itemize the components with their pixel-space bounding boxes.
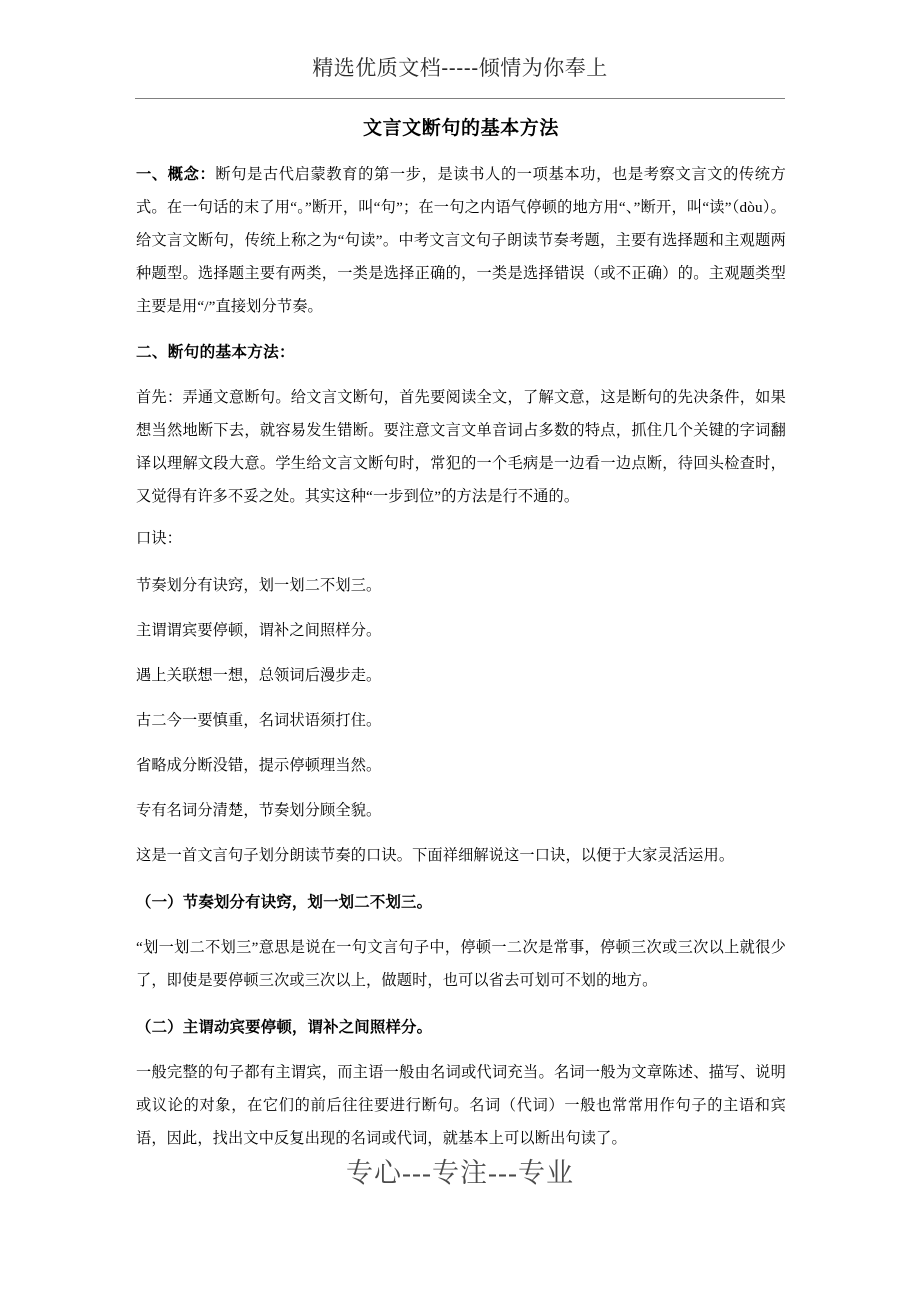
document-body [136, 112, 786, 1164]
mnemonic-line: 省略成分断没错，提示停顿理当然。 [136, 757, 382, 774]
mnemonic-line: 节奏划分有诀窍，划一划二不划三。 [136, 577, 382, 594]
concept-lead-label: 一、概念： [136, 166, 216, 183]
page-header [135, 54, 785, 84]
header-divider [135, 98, 785, 99]
mnemonic-line: 主谓谓宾要停顿，谓补之间照样分。 [136, 622, 382, 639]
mnemonic-label: 口诀： [136, 530, 183, 547]
document-title: 文言文断句的基本方法 [362, 118, 559, 139]
methods-section-heading: 二、断句的基本方法： [136, 344, 295, 361]
subsection-heading-one: （一）节奏划分有诀窍，划一划二不划三。 [136, 894, 433, 911]
mnemonic-line: 专有名词分清楚，节奏划分顾全貌。 [136, 802, 382, 819]
mnemonic-line: 遇上关联想一想，总领词后漫步走。 [136, 667, 382, 684]
mnemonic-line: 古二今一要慎重，名词状语须打住。 [136, 712, 382, 729]
subsection-heading-two: （二）主谓动宾要停顿，谓补之间照样分。 [136, 1019, 433, 1036]
mnemonic-note-paragraph: 这是一首文言句子划分朗读节奏的口诀。下面祥细解说这一口诀，以便于大家灵活运用。 [136, 847, 735, 864]
footer-slogan-text: 专心---专注---专业 [346, 1158, 574, 1188]
concept-body-text: 断句是古代启蒙教育的第一步，是读书人的一项基本功，也是考察文言文的传统方式。在一句话的末了用“。”断开，叫“句”；在一句之内语气停顿的地方用“、”断开，叫“读”（dòu）。给文言文断句，传统上称之为“句读”。中考文言文句子朗读节奏考题，主要有选择题和主观题两种题型。选择题主要有两类，一类是选择正确的，一类是选择错误（或不正确）的。主观题类型主要是用“/”直接划分节奏。 [136, 166, 787, 315]
methods-intro-paragraph: 首先：弄通文意断句。给文言文断句，首先要阅读全文，了解文意，这是断句的先决条件，如果想当然地断下去，就容易发生错断。要注意文言文单音词占多数的特点，抓住几个关键的字词翻译以理解文段大意。学生给文言文断句时，常犯的一个毛病是一边看一边点断，待回头检查时，又觉得有许多不妥之处。其实这种“一步到位”的方法是行不通的。 [136, 389, 786, 505]
subsection-body-two: 一般完整的句子都有主谓宾，而主语一般由名词或代词充当。名词一般为文章陈述、描写、说明或议论的对象，在它们的前后往往要进行断句。名词（代词）一般也常常用作句子的主语和宾语，因此，找出文中反复出现的名词或代词，就基本上可以断出句读了。 [136, 1064, 786, 1147]
header-promo-text: 精选优质文档-----倾情为你奉上 [312, 57, 608, 80]
subsection-body-one: “划一划二不划三”意思是说在一句文言句子中，停顿一二次是常事，停顿三次或三次以上就很少了，即使是要停顿三次或三次以上，做题时，也可以省去可划可不划的地方。 [136, 939, 786, 989]
page-footer [135, 1153, 785, 1193]
concept-paragraph [136, 158, 786, 323]
